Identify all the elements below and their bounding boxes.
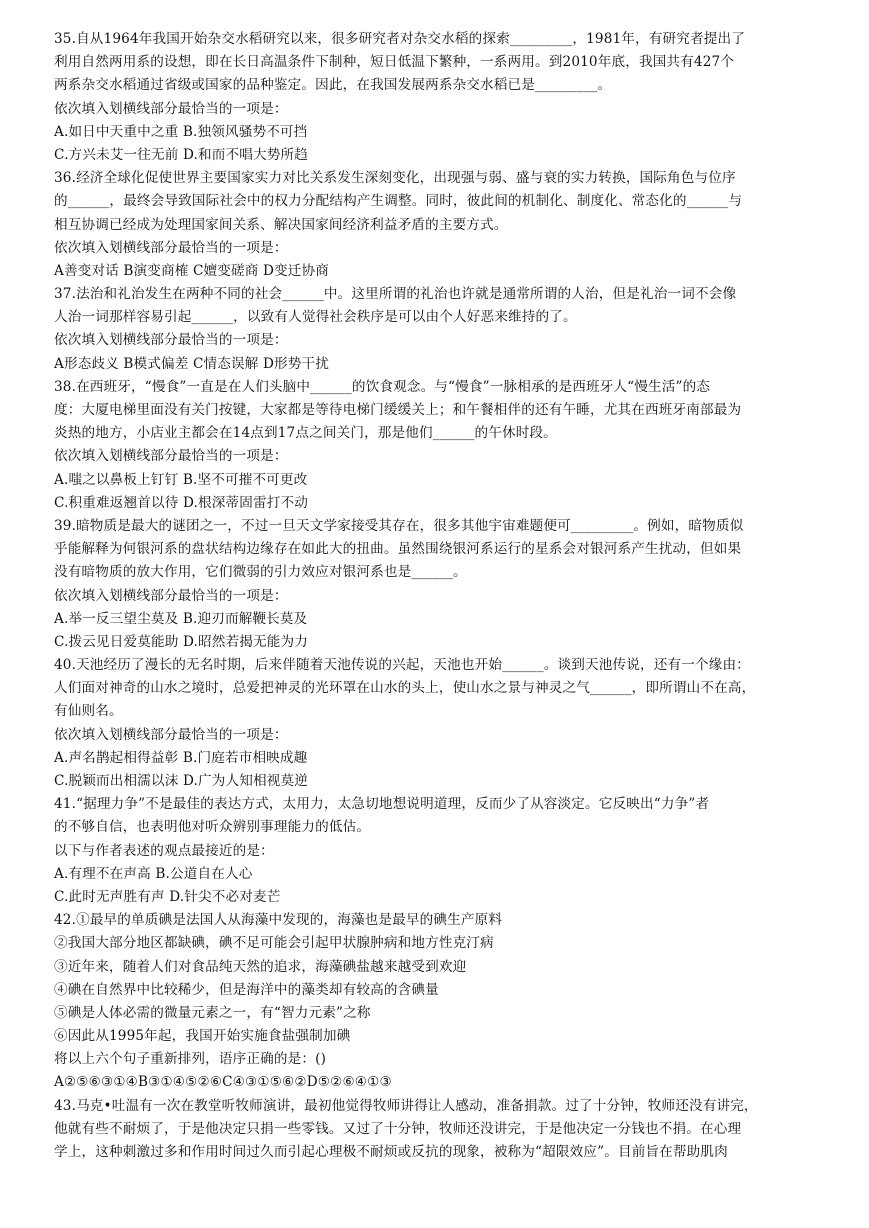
text-line: 他就有些不耐烦了，于是他决定只捐一些零钱。又过了十分钟，牧师还没讲完，于是他决定一分钱也不捐。在心理	[54, 1120, 742, 1137]
text-line: 依次填入划横线部分最恰当的一项是：	[54, 239, 288, 256]
text-line: ②我国大部分地区都缺碘，碘不足可能会引起甲状腺肿病和地方性克汀病	[54, 935, 494, 952]
text-line: 37.法治和礼治发生在两种不同的社会______中。这里所谓的礼治也许就是通常所谓的人治，但是礼治一词不会像	[54, 286, 737, 303]
text-line: 相互协调已经成为处理国家间关系、解决国家间经济利益矛盾的主要方式。	[54, 216, 508, 233]
text-line: A②⑤⑥③①④B③①④⑤②⑥C④③①⑤⑥②D⑤②⑥④①③	[54, 1074, 392, 1091]
text-line: 依次填入划横线部分最恰当的一项是：	[54, 448, 288, 465]
text-line: 依次填入划横线部分最恰当的一项是：	[54, 726, 288, 743]
text-line: 依次填入划横线部分最恰当的一项是：	[54, 587, 288, 604]
text-line: 的______，最终会导致国际社会中的权力分配结构产生调整。同时，彼此间的机制化、制度化、常态化的______与	[54, 193, 743, 210]
text-line: 学上，这种刺激过多和作用时间过久而引起心理极不耐烦或反抗的现象，被称为“超限效应”。目前旨在帮助肌肉	[54, 1144, 728, 1160]
text-line: C.方兴未艾一往无前 D.和而不唱大势所趋	[54, 146, 308, 163]
text-line: ⑤碘是人体必需的微量元素之一，有“智力元素”之称	[54, 1004, 371, 1021]
text-line: 35.自从1964年我国开始杂交水稻研究以来，很多研究者对杂交水稻的探索_________，1981年，有研究者提出了	[54, 31, 745, 47]
text-line: 将以上六个句子重新排列，语序正确的是：()	[54, 1051, 327, 1068]
text-line: 41.“据理力争”不是最佳的表达方式，太用力，太急切地想说明道理，反而少了从容淡定。它反映出“力争”者	[54, 796, 710, 813]
text-line: A.举一反三望尘莫及 B.迎刃而解鞭长莫及	[54, 610, 308, 627]
text-line: ⑥因此从1995年起，我国开始实施食盐强制加碘	[54, 1028, 351, 1045]
text-line: 人们面对神奇的山水之境时，总爱把神灵的光环罩在山水的头上，使山水之景与神灵之气______，即所谓山不在高，	[54, 680, 756, 697]
text-line: 42.①最早的单质碘是法国人从海藻中发现的，海藻也是最早的碘生产原料	[54, 912, 503, 929]
text-line: C.脱颖而出相濡以沫 D.广为人知相视莫逆	[54, 773, 308, 789]
text-line: 人治一词那样容易引起______，以致有人觉得社会秩序是可以由个人好恶来维持的了。	[54, 309, 577, 326]
text-line: 40.天池经历了漫长的无名时期，后来伴随着天池传说的兴起，天池也开始______。谈到天池传说，还有一个缘由：	[54, 657, 750, 674]
text-line: 两系杂交水稻通过省级或国家的品种鉴定。因此，在我国发展两系杂交水稻已是_________。	[54, 77, 612, 94]
text-line: A.如日中天重中之重 B.独领风骚势不可挡	[54, 123, 308, 140]
text-line: C.积重难返翘首以待 D.根深蒂固雷打不动	[54, 494, 308, 511]
text-line: 炎热的地方，小店业主都会在14点到17点之间关门，那是他们______的午休时段。	[54, 425, 557, 442]
text-line: C.此时无声胜有声 D.针尖不必对麦芒	[54, 888, 281, 905]
text-line: 度：大厦电梯里面没有关门按键，大家都是等待电梯门缓缓关上；和午餐相伴的还有午睡，尤其在西班牙南部最为	[54, 402, 742, 418]
text-line: 依次填入划横线部分最恰当的一项是：	[54, 100, 288, 117]
text-line: 38.在西班牙，“慢食”一直是在人们头脑中______的饮食观念。与“慢食”一脉相承的是西班牙人“慢生活”的态	[54, 378, 711, 395]
text-line: A.有理不在声高 B.公道自在人心	[54, 865, 253, 882]
text-line: ③近年来，随着人们对食品纯天然的追求，海藻碘盐越来越受到欢迎	[54, 958, 467, 975]
text-line: A善变对话 B演变商榷 C嬗变磋商 D变迁协商	[54, 262, 330, 279]
text-line: 43.马克•吐温有一次在教堂听牧师演讲，最初他觉得牧师讲得让人感动，准备捐款。过了十分钟，牧师还没有讲完，	[54, 1097, 758, 1114]
text-line: 36.经济全球化促使世界主要国家实力对比关系发生深刻变化，出现强与弱、盛与衰的实力转换，国际角色与位序	[54, 170, 736, 187]
text-line: C.拨云见日爱莫能助 D.昭然若揭无能为力	[54, 633, 308, 650]
text-line: 没有暗物质的放大作用，它们微弱的引力效应对银河系也是______。	[54, 564, 467, 581]
text-line: A形态歧义 B模式偏差 C情态误解 D形势干扰	[54, 355, 330, 372]
text-line: 39.暗物质是最大的谜团之一，不过一旦天文学家接受其存在，很多其他宇宙难题便可_________。例如，暗物质似	[54, 517, 744, 534]
text-line: 以下与作者表述的观点最接近的是：	[54, 842, 274, 859]
text-line: 的不够自信，也表明他对听众辨别事理能力的低估。	[54, 819, 371, 836]
text-line: 有仙则名。	[54, 703, 123, 720]
text-line: 依次填入划横线部分最恰当的一项是：	[54, 332, 288, 349]
text-line: A.声名鹊起相得益彰 B.门庭若市相映成趣	[54, 749, 308, 766]
text-line: 乎能解释为何银河系的盘状结构边缘存在如此大的扭曲。虽然围绕银河系运行的星系会对银河系产生扰动，但如果	[54, 541, 742, 558]
text-line: A.嗤之以鼻板上钉钉 B.坚不可摧不可更改	[54, 471, 308, 488]
text-line: 利用自然两用系的设想，即在长日高温条件下制种，短日低温下繁种，一系两用。到2010年底，我国共有427个	[54, 54, 735, 71]
text-line: ④碘在自然界中比较稀少，但是海洋中的藻类却有较高的含碘量	[54, 981, 439, 998]
